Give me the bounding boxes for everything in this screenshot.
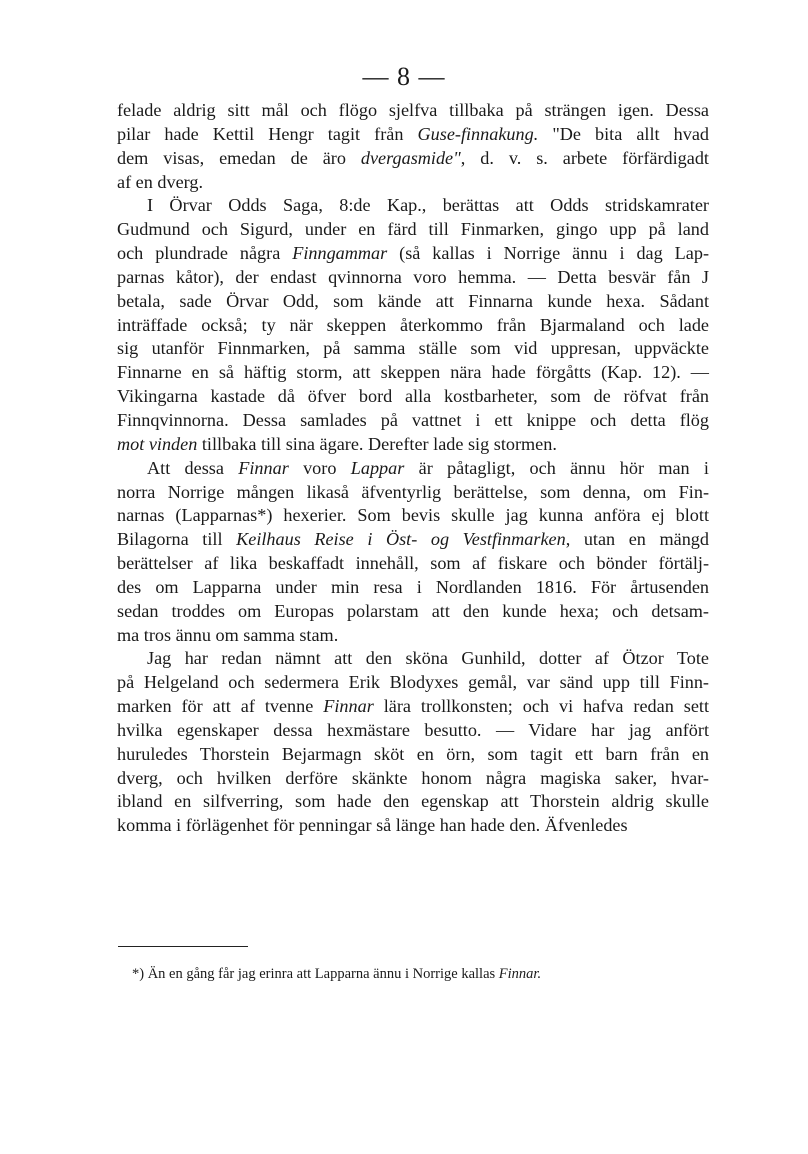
- text-line: [117, 457, 709, 481]
- text-run: komma i förlägenhet för penningar så länge han hade den. Äfvenledes: [117, 815, 628, 836]
- text-line: [117, 600, 709, 624]
- text-run: (så kallas i Norrige ännu i dag Lap-: [387, 243, 710, 264]
- text-run: Vikingarna kastade då öfver bord alla kostbarheter, som de röfvat från: [117, 386, 709, 407]
- italic-text-run: Finnar.: [498, 966, 542, 982]
- text-line: [117, 695, 709, 719]
- text-line: [117, 671, 709, 695]
- text-run: I Örvar Odds Saga, 8:de Kap., berättas att Odds stridskamrater: [147, 195, 709, 216]
- text-run: , utan en mängd: [565, 529, 709, 550]
- footnote-divider: [118, 946, 248, 947]
- text-run: felade aldrig sitt mål och flögo sjelfva tillbaka på strängen igen. Dessa: [117, 100, 709, 120]
- italic-text-run: Guse-finnakung.: [417, 123, 539, 144]
- text-run: Att dessa: [147, 457, 239, 478]
- text-run: dverg, och hvilken derföre skänkte honom några magiska saker, hvar-: [117, 767, 709, 788]
- text-run: ibland en silfverring, som hade den egenskap att Thorstein aldrig skulle: [117, 791, 709, 812]
- text-line: [117, 290, 709, 314]
- text-line: [117, 266, 709, 290]
- text-run: pilar hade Kettil Hengr tagit från: [117, 123, 418, 144]
- italic-text-run: Finngammar: [292, 243, 388, 264]
- text-run: berättelser af lika beskaffadt innehåll, som af fiskare och bönder förtälj-: [117, 553, 709, 574]
- text-run: Gudmund och Sigurd, under en färd till Finmarken, gingo upp på land: [117, 219, 709, 240]
- italic-text-run: Keilhaus Reise i Öst- og Vestfinmarken: [236, 529, 566, 550]
- text-run: "De bita allt hvad: [538, 123, 709, 144]
- text-run: narnas (Lapparnas*) hexerier. Som bevis skulle jag kunna anföra ej blott: [117, 505, 709, 526]
- text-run: är påtagligt, och ännu hör man i: [404, 457, 709, 478]
- text-run: dem visas, emedan de äro: [117, 147, 361, 168]
- text-line: [117, 337, 709, 361]
- text-run: Jag har redan nämnt att den sköna Gunhild, dotter af Ötzor Tote: [147, 648, 709, 669]
- text-line: [117, 814, 709, 838]
- text-line: [117, 433, 709, 457]
- text-line: [117, 218, 709, 242]
- italic-text-run: Finnar: [238, 457, 289, 478]
- text-run: Finnqvinnorna. Dessa samlades på vattnet i ett knippe och detta flög: [117, 409, 709, 430]
- text-run: sig utanför Finnmarken, på samma ställe som vid uppresan, uppväckte: [117, 338, 709, 359]
- text-run: des om Lapparna under min resa i Nordlanden 1816. För årtusenden: [117, 576, 709, 597]
- text-run: *) Än en gång får jag erinra att Lapparna ännu i Norrige kallas: [132, 966, 499, 982]
- text-run: huruledes Thorstein Bejarmagn sköt en örn, som tagit ett barn från en: [117, 743, 709, 764]
- text-run: marken för att af tvenne: [117, 696, 324, 717]
- text-line: [117, 719, 709, 743]
- text-run: lära trollkonsten; och vi hafva redan sett: [373, 696, 710, 717]
- text-line: [117, 171, 709, 195]
- text-line: [117, 385, 709, 409]
- text-run: norra Norrige mången likaså äfventyrlig berättelse, som denna, om Fin-: [117, 481, 709, 502]
- text-line: [117, 552, 709, 576]
- text-line: [117, 743, 709, 767]
- text-line: [117, 481, 709, 505]
- text-line: [117, 767, 709, 791]
- footnote: [132, 966, 692, 983]
- text-line: [117, 624, 709, 648]
- text-line: [117, 314, 709, 338]
- text-run: på Helgeland och sedermera Erik Blodyxes gemål, var sänd upp till Finn-: [117, 672, 709, 693]
- text-line: [117, 647, 709, 671]
- text-line: [117, 528, 709, 552]
- body-text: [117, 99, 709, 838]
- text-line: [117, 194, 709, 218]
- text-run: Bilagorna till: [117, 529, 237, 550]
- text-run: hvilka egenskaper dessa hexmästare besutto. — Vidare har jag anfört: [117, 719, 709, 740]
- page-number: — 8 —: [362, 62, 446, 91]
- text-run: af en dverg.: [117, 171, 204, 192]
- text-line: [117, 790, 709, 814]
- text-line: [117, 576, 709, 600]
- italic-text-run: mot vinden: [117, 433, 198, 454]
- text-run: voro: [288, 457, 351, 478]
- text-line: [117, 99, 709, 123]
- text-run: inträffade också; ty när skeppen återkommo från Bjarmaland och lade: [117, 314, 709, 335]
- text-run: parnas kåtor), der endast qvinnorna voro hemma. — Detta besvär fån J: [117, 266, 709, 287]
- text-run: tillbaka till sina ägare. Derefter lade sig stormen.: [197, 433, 557, 454]
- text-line: [117, 361, 709, 385]
- text-line: [117, 504, 709, 528]
- text-line: [117, 123, 709, 147]
- italic-text-run: Finnar: [323, 696, 374, 717]
- italic-text-run: Lappar: [350, 457, 405, 478]
- text-line: [117, 147, 709, 171]
- text-run: och plundrade några: [117, 243, 293, 264]
- text-run: , d. v. s. arbete förfärdigadt: [460, 147, 709, 168]
- text-line: [117, 242, 709, 266]
- text-run: Finnarne en så häftig storm, att skeppen nära hade förgåtts (Kap. 12). —: [117, 362, 709, 383]
- text-run: ma tros ännu om samma stam.: [117, 624, 339, 645]
- text-line: [117, 409, 709, 433]
- text-run: betala, sade Örvar Odd, som kände att Finnarna kunde hexa. Sådant: [117, 290, 709, 311]
- text-run: sedan troddes om Europas polarstam att den kunde hexa; och detsam-: [117, 600, 709, 621]
- italic-text-run: dvergasmide": [360, 147, 461, 168]
